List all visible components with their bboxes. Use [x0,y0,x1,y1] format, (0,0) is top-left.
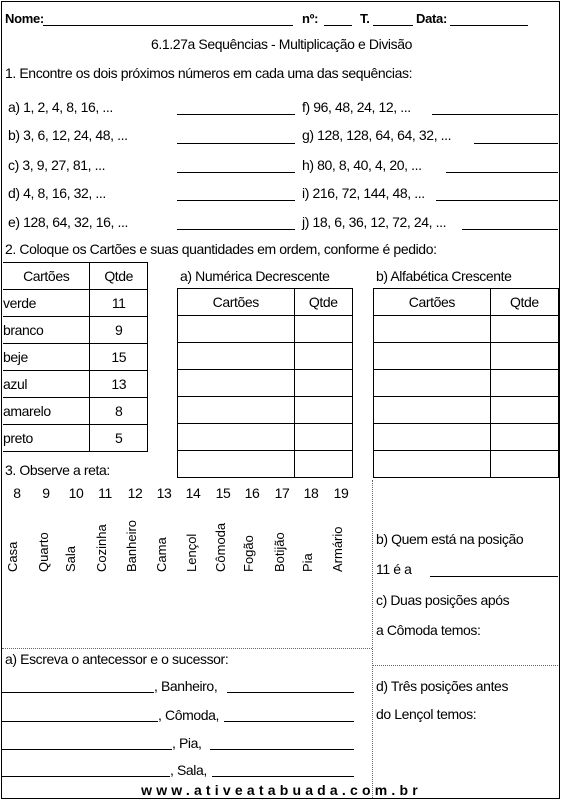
number-label: nº: [302,11,319,26]
number-line-value: 15 [215,485,231,501]
cards-col-header: Cartões [3,263,90,290]
number-line-word: Cômoda [213,522,228,572]
answer-cell[interactable] [490,397,558,424]
seq-g: g) 128, 128, 64, 64, 32, ... [302,127,452,143]
number-line-word: Casa [5,541,20,572]
answer-cell[interactable] [294,397,352,424]
answer-cell[interactable] [374,343,491,370]
number-line-value: 12 [127,485,143,501]
alpha-asc-table [373,288,559,478]
number-line-value: 16 [244,485,260,501]
footer-site: www.ativeatabuada.com.br [141,782,422,798]
divider-horizontal [2,648,372,649]
card-name: branco [3,317,90,344]
number-line-word: Pia [300,553,315,572]
number-line-value: 17 [274,485,290,501]
card-name: amarelo [3,398,90,425]
number-line-word: Botijão [272,532,287,572]
fill-word-banheiro: , Banheiro, [154,678,218,694]
cards-table [3,262,148,452]
qty-col-header: Qtde [90,263,148,290]
number-line-word: Cozinha [94,524,109,572]
antecessor-line[interactable] [2,776,170,777]
part-c-line2: a Cômoda temos: [376,622,481,638]
answer-line-d[interactable] [177,200,295,201]
number-line-value: 9 [42,485,50,501]
part-a-instruction: a) Escreva o antecessor e o sucessor: [5,651,229,667]
sucessor-line[interactable] [224,721,354,722]
number-line-word: Armário [330,526,345,572]
answer-cell[interactable] [490,424,558,451]
part-c-line1: c) Duas posições após [376,592,510,608]
name-field[interactable] [43,25,293,26]
answer-cell[interactable] [178,424,295,451]
page-title: 6.1.27a Sequências - Multiplicação e Divisão [151,36,412,52]
answer-cell[interactable] [294,370,352,397]
q1-instruction: 1. Encontre os dois próximos números em cada uma das sequências: [5,65,413,81]
answer-line-f[interactable] [432,114,558,115]
qty-col-header: Qtde [294,289,352,316]
number-line-value: 13 [156,485,172,501]
number-line-word: Banheiro [124,519,139,572]
part-b-line2: 11 é a [376,561,412,577]
answer-line-g[interactable] [474,143,558,144]
name-label: Nome: [5,11,44,26]
answer-cell[interactable] [374,397,491,424]
seq-a: a) 1, 2, 4, 8, 16, ... [8,99,113,115]
part-b-line1: b) Quem está na posição [376,531,524,547]
answer-cell[interactable] [374,424,491,451]
number-line-value: 8 [13,485,21,501]
answer-cell[interactable] [178,370,295,397]
sucessor-line[interactable] [227,692,354,693]
class-field[interactable] [373,25,413,26]
answer-line-j[interactable] [462,229,558,230]
part-b-answer-line[interactable] [430,576,558,577]
number-line-value: 11 [98,485,112,501]
card-qty: 8 [90,398,148,425]
answer-line-i[interactable] [436,200,558,201]
answer-cell[interactable] [178,397,295,424]
seq-i: i) 216, 72, 144, 48, ... [302,185,425,201]
fill-word-comoda: , Cômoda, [158,707,219,723]
seq-h: h) 80, 8, 40, 4, 20, ... [302,157,422,173]
seq-d: d) 4, 8, 16, 32, ... [8,185,106,201]
card-qty: 13 [90,371,148,398]
number-line-word: Quarto [36,532,51,572]
part-d-line2: do Lençol temos: [376,706,477,722]
fill-word-pia: , Pia, [172,735,202,751]
number-line-word: Sala [63,545,78,572]
card-name: preto [3,425,90,452]
answer-line-c[interactable] [177,172,295,173]
cards-col-header: Cartões [374,289,491,316]
class-label: T. [360,11,370,26]
alpha-asc-title: b) Alfabética Crescente [376,268,512,284]
answer-cell[interactable] [490,343,558,370]
antecessor-line[interactable] [2,721,158,722]
answer-cell[interactable] [294,451,352,478]
part-d-line1: d) Três posições antes [376,678,509,694]
divider-vertical [372,480,373,798]
number-line-word: Cama [154,537,169,572]
numeric-desc-table [177,288,353,478]
qty-col-header: Qtde [490,289,558,316]
card-qty: 15 [90,344,148,371]
answer-cell[interactable] [178,316,295,343]
numeric-desc-title: a) Numérica Decrescente [180,268,330,284]
answer-cell[interactable] [490,451,558,478]
answer-cell[interactable] [294,316,352,343]
date-field[interactable] [450,25,528,26]
antecessor-line[interactable] [2,692,154,693]
seq-c: c) 3, 9, 27, 81, ... [8,157,106,173]
answer-cell[interactable] [490,316,558,343]
number-line-word: Lençol [184,533,199,572]
answer-cell[interactable] [178,343,295,370]
number-line-value: 10 [68,485,84,501]
sucessor-line[interactable] [210,749,354,750]
number-line-value: 18 [303,485,319,501]
card-qty: 11 [90,290,148,317]
answer-cell[interactable] [374,316,491,343]
antecessor-line[interactable] [2,749,172,750]
date-label: Data: [416,11,448,26]
card-name: verde [3,290,90,317]
answer-line-b[interactable] [177,143,295,144]
answer-cell[interactable] [374,370,491,397]
card-qty: 5 [90,425,148,452]
answer-line-e[interactable] [177,229,295,230]
cards-col-header: Cartões [178,289,295,316]
answer-line-a[interactable] [177,114,295,115]
answer-cell[interactable] [294,424,352,451]
q3-instruction: 3. Observe a reta: [5,462,110,478]
seq-j: j) 18, 6, 36, 12, 72, 24, ... [302,214,447,230]
seq-b: b) 3, 6, 12, 24, 48, ... [8,127,128,143]
answer-cell[interactable] [490,370,558,397]
seq-e: e) 128, 64, 32, 16, ... [8,214,128,230]
card-name: azul [3,371,90,398]
number-line-value: 19 [333,485,349,501]
seq-f: f) 96, 48, 24, 12, ... [302,99,411,115]
card-qty: 9 [90,317,148,344]
answer-cell[interactable] [178,451,295,478]
card-name: beje [3,344,90,371]
number-line-word: Fogão [241,535,256,572]
number-field[interactable] [324,25,352,26]
answer-line-h[interactable] [446,172,558,173]
number-line-value: 14 [185,485,201,501]
q2-instruction: 2. Coloque os Cartões e suas quantidades em ordem, conforme é pedido: [5,241,437,257]
divider-horizontal [372,665,558,666]
answer-cell[interactable] [294,343,352,370]
answer-cell[interactable] [374,451,491,478]
sucessor-line[interactable] [212,776,354,777]
fill-word-sala: , Sala, [170,762,207,778]
